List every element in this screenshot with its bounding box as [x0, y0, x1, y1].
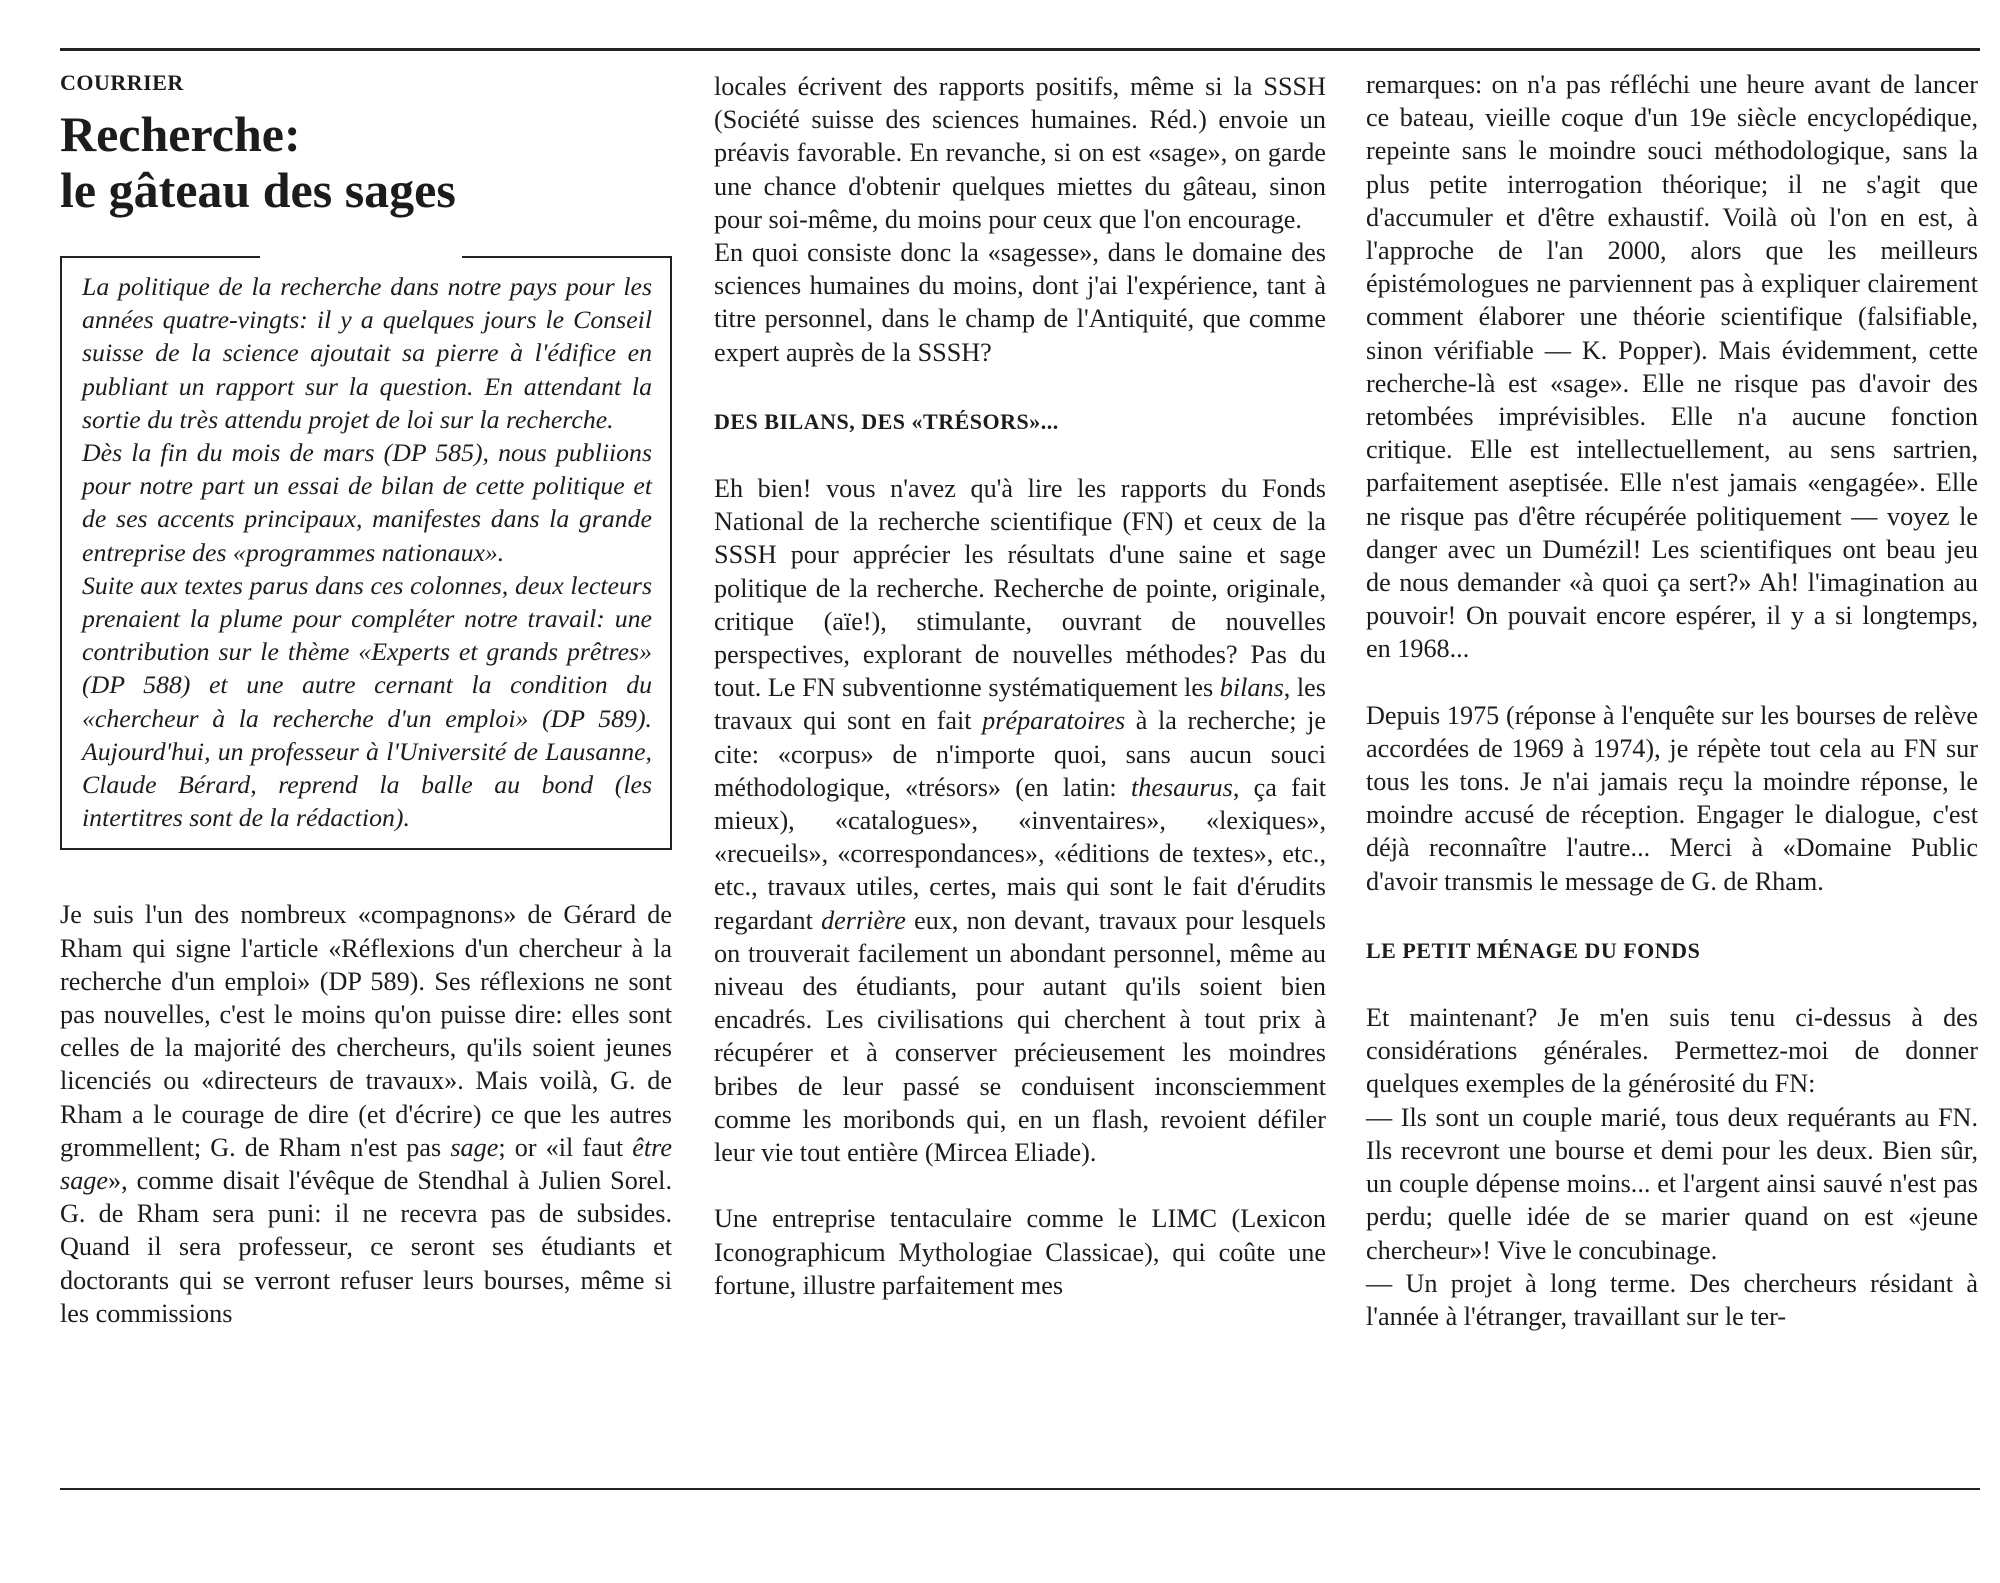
headline-line-1: Recherche:	[60, 106, 301, 162]
intro-box	[60, 256, 672, 850]
text-run: Je suis l'un des nombreux «compagnons» de Gérard de Rham qui signe l'article «Réflexions d'un chercheur à la recherche d'un emploi» (DP 589). Ses réflexions ne sont pas nouvelles, c'est le moins qu'on puisse dire: elles sont celles de la majorité des chercheurs, qu'ils soient jeunes licenciés ou «directeurs de travaux». Mais voilà, G. de Rham a le courage de dire (et d'écrire) ce que les autres grommellent; G. de Rham n'est pas	[60, 900, 672, 1162]
column-2	[714, 70, 1326, 1302]
text-run-italic: thesaurus	[1130, 772, 1233, 802]
text-run: Eh bien! vous n'avez qu'à lire les rapports du Fonds National de la recherche scientifique (FN) et ceux de la SSSH pour apprécier les résultats d'une saine et sage politique de la recherche. Recherche de pointe, originale, critique (aïe!), stimulante, ouvrant de nouvelles perspectives, explorant de nouvelles méthodes? Pas du tout. Le FN subventionne systématiquement les	[714, 474, 1326, 703]
top-rule	[60, 48, 1980, 51]
text-run: à la recherche; je cite: «corpus» de n'importe quoi, sans aucun souci méthodologique, «trésors» (en latin:	[714, 706, 1326, 802]
text-run: eux, non devant, travaux pour lesquels on trouverait facilement un abondant personnel, même au niveau des étudiants, pour autant qu'ils soient bien encadrés. Les civilisations qui cherchent à tout prix à récupérer et à conserver précieusement les moindres bribes de leur passé se conduisent inconsciemment comme les moribonds qui, en un flash, revoient défiler leur vie tout entière (Mircea Eliade).	[714, 905, 1326, 1168]
body-paragraph: Et maintenant? Je m'en suis tenu ci-dessus à des considérations générales. Permettez-moi de donner quelques exemples de la générosité du FN:	[1366, 1003, 1978, 1099]
text-run: », comme disait l'évêque de Stendhal à Julien Sorel. G. de Rham sera puni: il ne recevra pas de subsides. Quand il sera professeur, ce seront ses étudiants et doctorants qui se verront refuser leurs bourses, même si les commissions	[60, 1166, 672, 1328]
text-run: , ça fait mieux), «catalogues», «inventaires», «lexiques», «recueils», «correspondances», «éditions de textes», etc., etc., travaux utiles, certes, mais qui sont le fait d'érudits regardant	[714, 772, 1326, 935]
text-run-italic: être sage	[60, 1132, 672, 1196]
subheading: DES BILANS, DES «TRÉSORS»...	[714, 408, 1059, 434]
body-paragraph	[60, 898, 672, 1330]
section-label: COURRIER	[60, 70, 184, 95]
body-paragraph: En quoi consiste donc la «sagesse», dans le domaine des sciences humaines du moins, dont j'ai l'expérience, tant à titre personnel, dans le champ de l'Antiquité, que comme expert auprès de la SSSH?	[714, 238, 1326, 367]
text-run: , les travaux qui sont en fait	[714, 673, 1326, 736]
column-1	[60, 68, 672, 1330]
text-run: ; or «il faut	[498, 1132, 633, 1162]
text-run-italic: sage	[450, 1132, 499, 1162]
headline-line-2: le gâteau des sages	[60, 162, 456, 218]
intro-paragraph: Dès la fin du mois de mars (DP 585), nous publiions pour notre part un essai de bilan de cette politique et de ses accents principaux, manifestes dans la grande entreprise des «programmes nationaux».	[82, 438, 652, 567]
body-paragraph: Depuis 1975 (réponse à l'enquête sur les bourses de relève accordées de 1969 à 1974), je répète tout cela au FN sur tous les tons. Je n'ai jamais reçu la moindre réponse, le moindre accusé de réception. Engager le dialogue, c'est déjà reconnaître l'autre... Merci à «Domaine Public d'avoir transmis le message de G. de Rham.	[1366, 700, 1978, 896]
body-paragraph	[714, 472, 1326, 1169]
body-paragraph: remarques: on n'a pas réfléchi une heure avant de lancer ce bateau, vieille coque d'un 19e siècle encyclopédique, repeinte sans le moindre souci méthodologique, sans la plus petite interrogation théorique; il ne s'agit que d'accumuler et d'être exhaustif. Voilà où l'on en est, à l'approche de l'an 2000, alors que les meilleurs épistémologues ne parviennent pas à expliquer clairement comment élaborer une théorie scientifique (falsifiable, sinon vérifiable — K. Popper). Mais évidemment, cette recherche-là est «sage». Elle ne risque pas d'avoir des retombées imprévisibles. Elle n'a aucune fonction critique. Elle est intellectuellement, au sens sartrien, parfaitement aseptisée. Elle n'est jamais «engagée». Elle ne risque pas d'être récupérée politiquement — voyez le danger avec un Dumézil! Les scientifiques ont beau jeu de nous demander «à quoi ça sert?» Ah! l'imagination au pouvoir! On pouvait encore espérer, il y a si longtemps, en 1968...	[1366, 70, 1978, 664]
text-run-italic: préparatoires	[982, 706, 1126, 736]
body-paragraph: — Ils sont un couple marié, tous deux requérants au FN. Ils recevront une bourse et demi pour les deux. Bien sûr, un couple dépense moins... et l'argent ainsi sauvé n'est pas perdu; quelle idée de se marier quand on est «jeune chercheur»! Vive le concubinage.	[1366, 1102, 1978, 1265]
body-paragraph: Une entreprise tentaculaire comme le LIMC (Lexicon Iconographicum Mythologiae Classicae), qui coûte une fortune, illustre parfaitement mes	[714, 1204, 1326, 1300]
subheading: LE PETIT MÉNAGE DU FONDS	[1366, 937, 1701, 963]
column-3	[1366, 68, 1978, 1333]
body-paragraph: — Un projet à long terme. Des chercheurs résidant à l'année à l'étranger, travaillant sur le ter-	[1366, 1268, 1978, 1331]
article-headline	[60, 106, 672, 218]
box-top-rule-left	[60, 256, 260, 258]
intro-paragraph: Suite aux textes parus dans ces colonnes, deux lecteurs prenaient la plume pour compléter notre travail: une contribution sur le thème «Experts et grands prêtres» (DP 588) et une autre cernant la condition du «chercheur à la recherche d'un emploi» (DP 589). Aujourd'hui, un professeur à l'Université de Lausanne, Claude Bérard, reprend la balle au bond (les intertitres sont de la rédaction).	[82, 570, 652, 833]
text-run-italic: bilans	[1219, 673, 1284, 703]
box-top-rule-right	[462, 256, 672, 258]
body-paragraph: locales écrivent des rapports positifs, même si la SSSH (Société suisse des sciences humaines. Réd.) envoie un préavis favorable. En revanche, si on est «sage», on garde une chance d'obtenir quelques miettes du gâteau, sinon pour soi-même, du moins pour ceux que l'on encourage.	[714, 72, 1326, 234]
bottom-rule	[60, 1488, 1980, 1490]
intro-paragraph: La politique de la recherche dans notre pays pour les années quatre-vingts: il y a quelques jours le Conseil suisse de la science ajoutait sa pierre à l'édifice en publiant un rapport sur la question. En attendant la sortie du très attendu projet de loi sur la recherche.	[82, 272, 652, 434]
text-run-italic: derrière	[821, 905, 906, 935]
